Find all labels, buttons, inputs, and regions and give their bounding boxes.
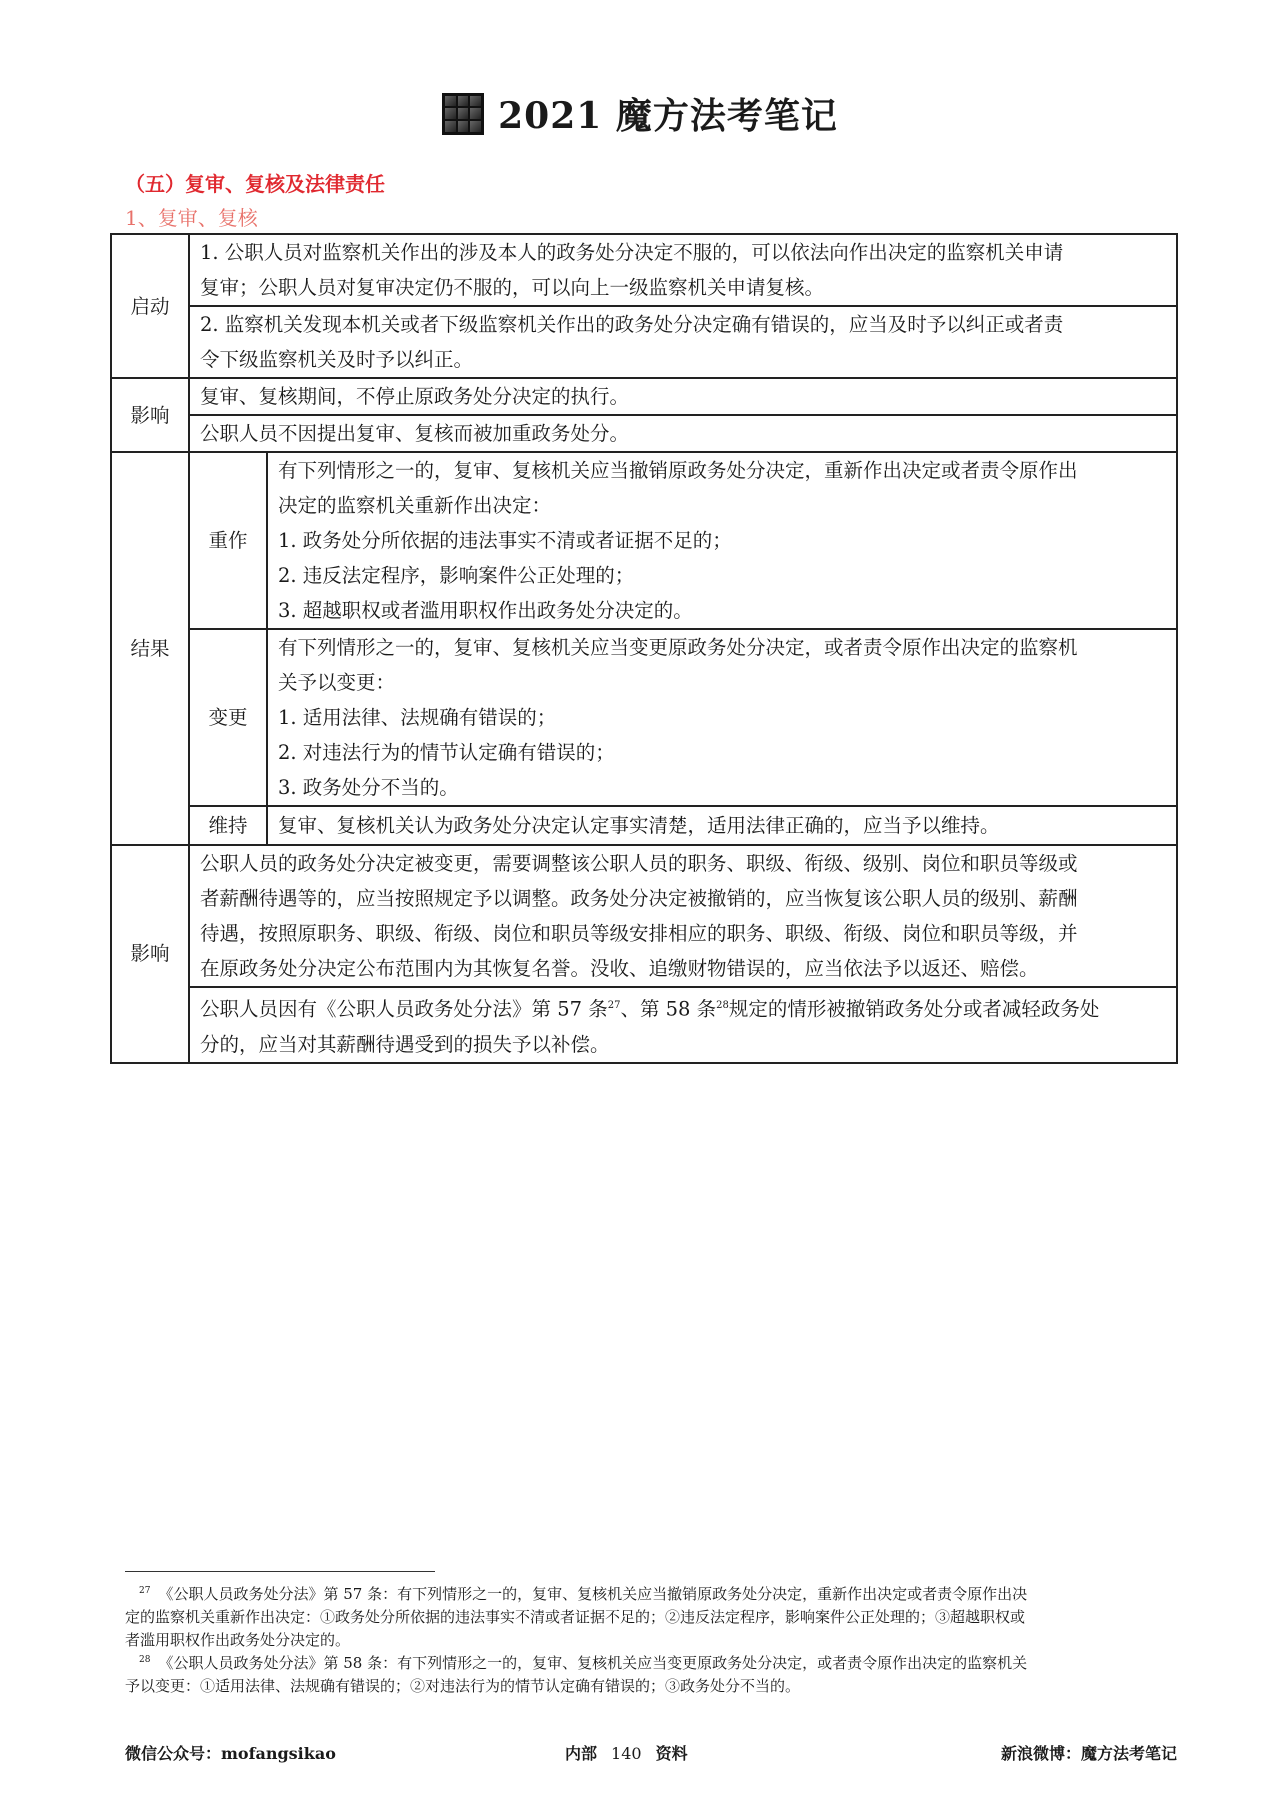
footnote-ref-27: 27 bbox=[607, 1000, 621, 1011]
section-heading: （五）复审、复核及法律责任 bbox=[125, 172, 385, 196]
qidong-row-2: 2. 监察机关发现本机关或者下级监察机关作出的政务处分决定确有错误的，应当及时予以纠正或者责 令下级监察机关及时予以纠正。 bbox=[189, 306, 1177, 378]
sub-chongzuo: 重作 bbox=[189, 452, 267, 629]
footnotes bbox=[125, 1583, 1177, 1698]
wechat-account: 微信公众号：mofangsikao bbox=[125, 1744, 336, 1763]
page-title: 2021 魔方法考笔记 bbox=[498, 95, 838, 137]
footnote-divider bbox=[125, 1571, 435, 1572]
sub-biangeng: 变更 bbox=[189, 629, 267, 806]
yingxiang-2-row-1: 公职人员的政务处分决定被变更，需要调整该公职人员的职务、职级、衔级、级别、岗位和职员等级或 者薪酬待遇等的，应当按照规定予以调整。政务处分决定被撤销的，应当恢复该公职人员的级别、薪酬 待遇，按照原职务、职级、衔级、岗位和职员等级安排相应的职务、职级、衔级、岗位和职员等级，并 在原政务处分决定公布范围内为其恢复名誉。没收、追缴财物错误的，应当依法予以返还、赔偿。 bbox=[189, 845, 1177, 987]
yingxiang-1-row-2: 公职人员不因提出复审、复核而被加重政务处分。 bbox=[189, 415, 1177, 452]
page-number-area: 内部 140 资料 bbox=[565, 1744, 688, 1763]
review-table bbox=[110, 233, 1178, 1064]
footnote-27: $^{27}$ 《公职人员政务处分法》第 57 条：有下列情形之一的，复审、复核机关应当撤销原政务处分决定，重新作出决定或者责令原作出决 定的监察机关重新作出决定：①政务处分所依据的违法事实不清或者证据不足的；②违反法定程序，影响案件公正处理的；③超越职权或 者滥用职权作出政务处分决定的。 bbox=[125, 1585, 1028, 1649]
rubiks-cube-icon bbox=[442, 93, 484, 135]
category-yingxiang-1: 影响 bbox=[111, 378, 189, 452]
yingxiang-1-row-1: 复审、复核期间，不停止原政务处分决定的执行。 bbox=[189, 378, 1177, 415]
footnote-28: $^{28}$ 《公职人员政务处分法》第 58 条：有下列情形之一的，复审、复核机关应当变更原政务处分决定，或者责令原作出决定的监察机关 予以变更：①适用法律、法规确有错误的；②对违法行为的情节认定确有错误的；③政务处分不当的。 bbox=[125, 1654, 1028, 1695]
weibo-account: 新浪微博：魔方法考笔记 bbox=[1000, 1744, 1177, 1763]
sub-heading: 1、复审、复核 bbox=[125, 206, 258, 230]
biangeng-content: 有下列情形之一的，复审、复核机关应当变更原政务处分决定，或者责令原作出决定的监察机 关予以变更： 1. 适用法律、法规确有错误的； 2. 对违法行为的情节认定确有错误的； 3. 政务处分不当的。 bbox=[267, 629, 1177, 806]
page-header bbox=[0, 88, 1280, 139]
category-qidong: 启动 bbox=[111, 234, 189, 378]
weichi-content: 复审、复核机关认为政务处分决定认定事实清楚，适用法律正确的，应当予以维持。 bbox=[267, 806, 1177, 845]
category-jieguo: 结果 bbox=[111, 452, 189, 845]
chongzuo-content: 有下列情形之一的，复审、复核机关应当撤销原政务处分决定，重新作出决定或者责令原作出 决定的监察机关重新作出决定： 1. 政务处分所依据的违法事实不清或者证据不足的； 2. 违反法定程序，影响案件公正处理的； 3. 超越职权或者滥用职权作出政务处分决定的。 bbox=[267, 452, 1177, 629]
sub-weichi: 维持 bbox=[189, 806, 267, 845]
page-number: 140 bbox=[611, 1744, 642, 1763]
footnote-ref-28: 28 bbox=[716, 1000, 729, 1011]
category-yingxiang-2: 影响 bbox=[111, 845, 189, 1063]
yingxiang-2-row-2: 公职人员因有《公职人员政务处分法》第 57 条$^{27}$、第 58 条$^{28}$规定的情形被撤销政务处分或者减轻政务处 分的，应当对其薪酬待遇受到的损失予以补偿。 bbox=[189, 987, 1177, 1063]
qidong-row-1: 1. 公职人员对监察机关作出的涉及本人的政务处分决定不服的，可以依法向作出决定的监察机关申请 复审；公职人员对复审决定仍不服的，可以向上一级监察机关申请复核。 bbox=[189, 234, 1177, 306]
